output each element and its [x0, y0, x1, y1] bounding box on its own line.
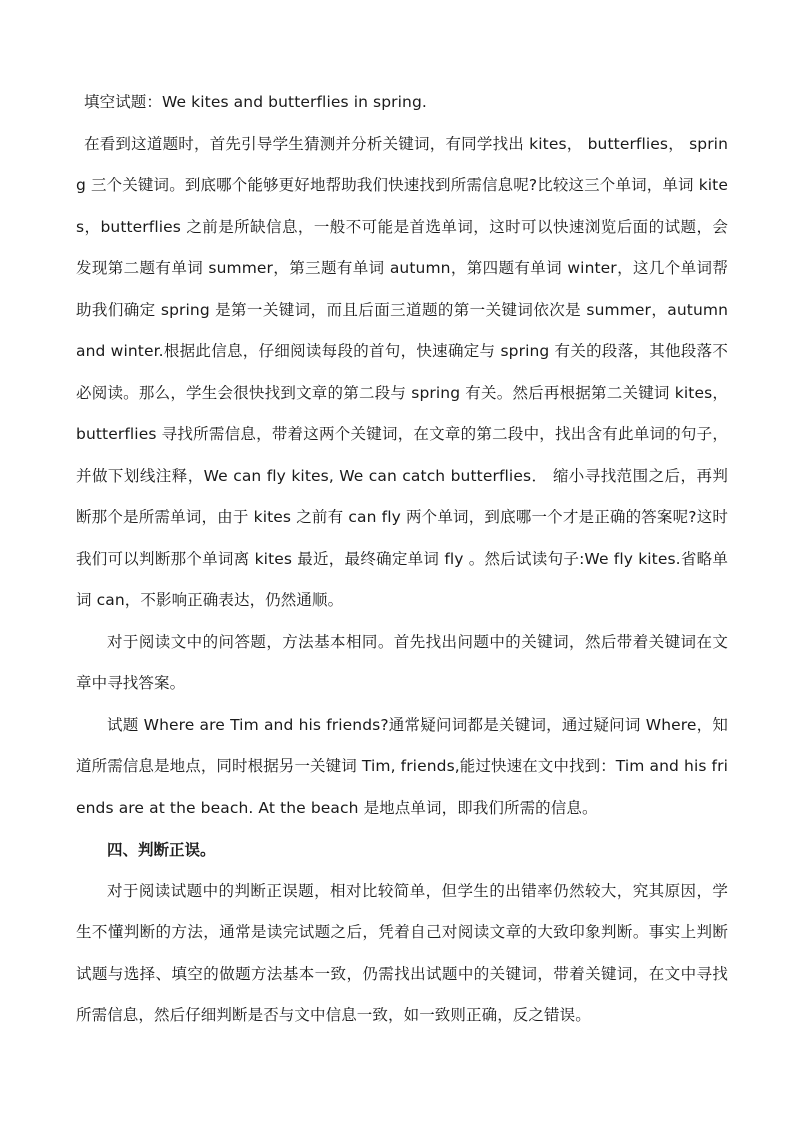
paragraph-true-false-method: 对于阅读试题中的判断正误题，相对比较简单，但学生的出错率仍然较大，究其原因，学生不懂判断的方法，通常是读完试题之后，凭着自己对阅读文章的大致印象判断。事实上判断试题与选择、填空的做题方法基本一致，仍需找出试题中的关键词，带着关键词，在文中寻找所需信息，然后仔细判断是否与文中信息一致，如一致则正确，反之错误。 — [76, 881, 728, 1024]
paragraph-question-answer-method: 对于阅读文中的问答题，方法基本相同。首先找出问题中的关键词，然后带着关键词在文章中寻找答案。 — [76, 632, 728, 692]
paragraph-where-example: 试题 Where are Tim and his friends?通常疑问词都是关键词，通过疑问词 Where，知道所需信息是地点，同时根据另一关键词 Tim, friends,能过快速在文中找到：Tim and his friends are at the beach. At the beach 是地点单词，即我们所需的信息。 — [76, 715, 728, 817]
paragraph-fill-blank-question: 填空试题：We kites and butterflies in spring. — [84, 93, 427, 111]
document-page — [76, 82, 728, 1037]
section-heading: 四、判断正误。 — [107, 840, 216, 859]
paragraph-keyword-analysis: 在看到这道题时，首先引导学生猜测并分析关键词，有同学找出 kites， butterflies， spring 三个关键词。到底哪个能够更好地帮助我们快速找到所需信息呢?比较这三个单词，单词 kites，butterflies 之前是所缺信息，一般不可能是首选单词，这时可以快速浏览后面的试题，会发现第二题有单词 summer，第三题有单词 autumn，第四题有单词 winter，这几个单词帮助我们确定 spring 是第一关键词，而且后面三道题的第一关键词依次是 summer，autumn and winter.根据此信息，仔细阅读每段的首句，快速确定与 spring 有关的段落，其他段落不必阅读。那么，学生会很快找到文章的第二段与 spring 有关。然后再根据第二关键词 kites， butterflies 寻找所需信息，带着这两个关键词，在文章的第二段中，找出含有此单词的句子，并做下划线注释，We can fly kites, We can catch butterflies． 缩小寻找范围之后，再判断那个是所需单词，由于 kites 之前有 can fly 两个单词，到底哪一个才是正确的答案呢?这时我们可以判断那个单词离 kites 最近，最终确定单词 fly 。然后试读句子:We fly kites.省略单词 can，不影响正确表达，仍然通顺。 — [76, 134, 728, 609]
